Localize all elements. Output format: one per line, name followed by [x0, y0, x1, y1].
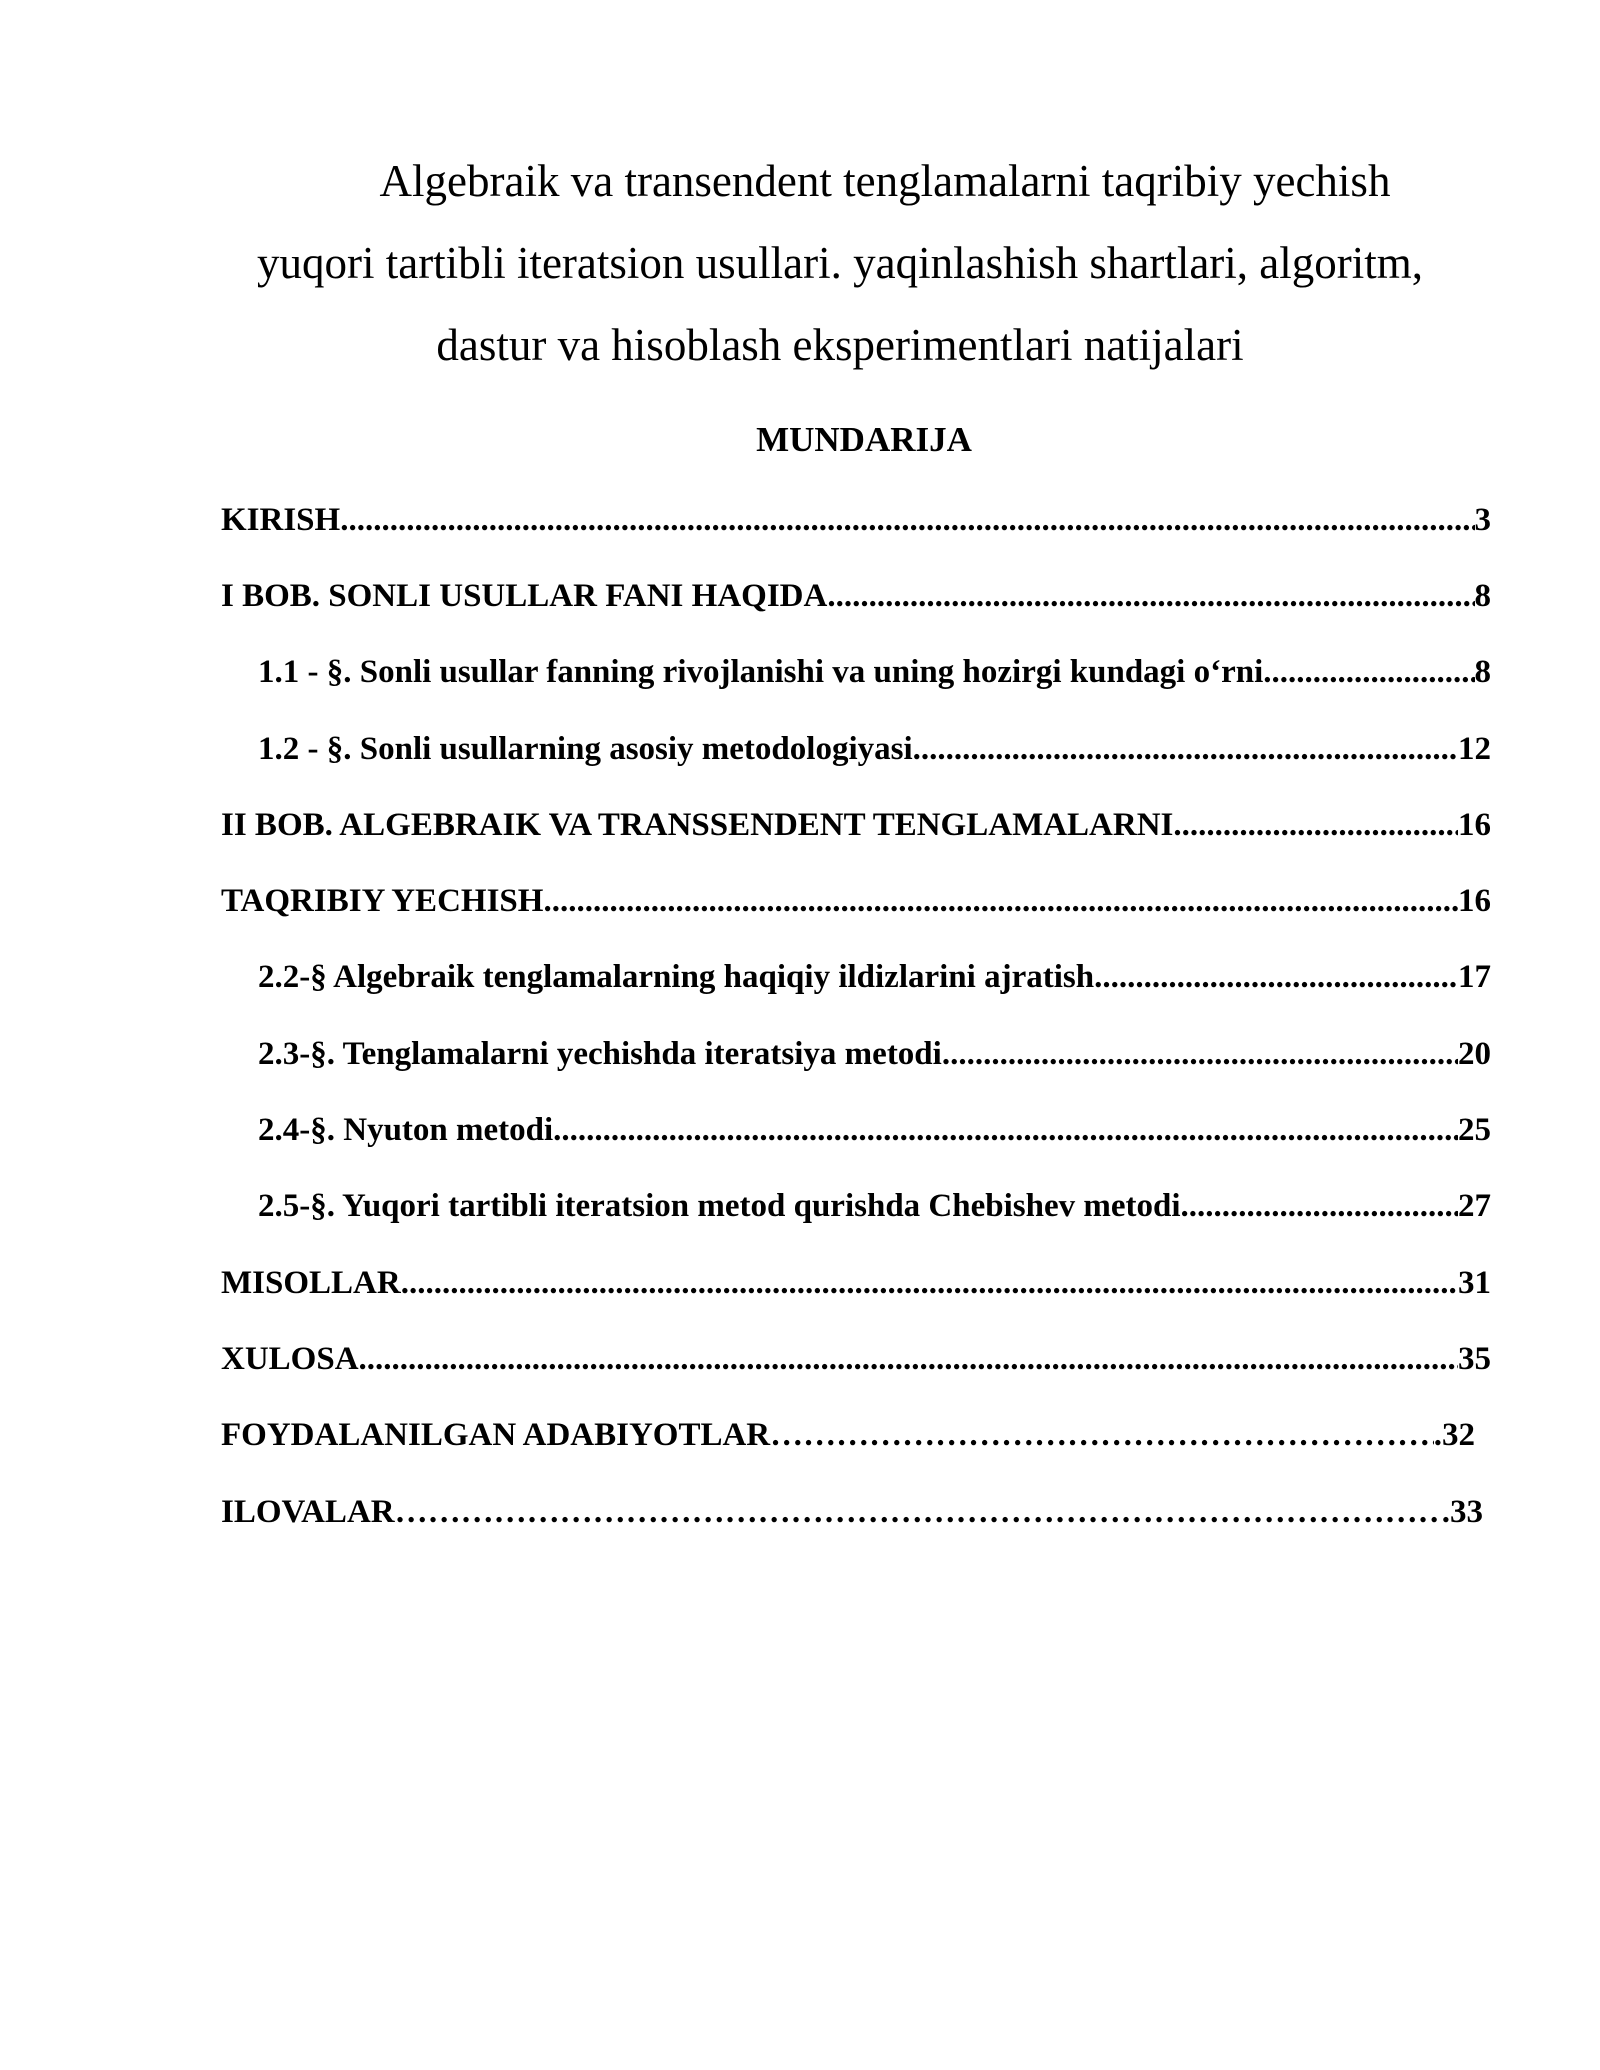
- toc-entry-page: 3: [1474, 501, 1491, 538]
- document-title: [200, 140, 1480, 386]
- toc-leader: [359, 1341, 1458, 1378]
- toc-leader: [1181, 1188, 1458, 1225]
- toc-entry-label: 2.2-§ Algebraik tenglamalarning haqiqiy ildizlarini ajratish: [258, 959, 1095, 996]
- toc-entry-label: FOYDALANILGAN ADABIYOTLAR: [221, 1417, 771, 1454]
- toc-entry-page: .32: [1433, 1417, 1475, 1454]
- toc-leader: [395, 1494, 1442, 1531]
- toc-entry-kirish[interactable]: [221, 482, 1491, 558]
- toc-leader: [942, 1036, 1458, 1073]
- toc-entry-page: 8: [1474, 577, 1491, 614]
- toc-leader: [1263, 654, 1474, 691]
- toc-entry-section-2-4[interactable]: [221, 1092, 1491, 1168]
- toc-entry-label: XULOSA: [221, 1340, 359, 1377]
- toc-leader: [827, 578, 1474, 615]
- toc-entry-label: I BOB. SONLI USULLAR FANI HAQIDA: [221, 577, 828, 614]
- toc-entry-section-1-1[interactable]: [221, 635, 1491, 711]
- toc-entry-page: 16: [1458, 883, 1491, 920]
- toc-entry-label: TAQRIBIY YECHISH: [221, 883, 544, 920]
- toc-leader: [543, 883, 1458, 920]
- toc-entry-label: ILOVALAR: [221, 1493, 395, 1530]
- toc-leader: [340, 502, 1474, 539]
- title-line-3: dastur va hisoblash eksperimentlari natijalari: [436, 320, 1244, 370]
- toc-entry-chapter-2-cont[interactable]: [221, 863, 1491, 939]
- toc-entry-section-1-2[interactable]: [221, 711, 1491, 787]
- toc-entry-section-2-2[interactable]: [221, 940, 1491, 1016]
- toc-entry-misollar[interactable]: [221, 1245, 1491, 1321]
- toc-entry-label: 1.2 - §. Sonli usullarning asosiy metodologiyasi: [258, 730, 913, 767]
- toc-entry-page: 25: [1458, 1112, 1491, 1149]
- toc-entry-chapter-1[interactable]: [221, 558, 1491, 634]
- toc-entry-label: KIRISH: [221, 501, 341, 538]
- toc-entry-page: 8: [1474, 654, 1491, 691]
- toc-entry-page: 31: [1458, 1264, 1491, 1301]
- toc-entry-chapter-2[interactable]: [221, 787, 1491, 863]
- toc-leader: [401, 1265, 1458, 1302]
- toc-entry-page: 16: [1458, 806, 1491, 843]
- toc-entry-ilovalar[interactable]: [221, 1474, 1483, 1550]
- toc-entry-section-2-3[interactable]: [221, 1016, 1491, 1092]
- title-line-2: yuqori tartibli iteratsion usullari. yaqinlashish shartlari, algoritm,: [256, 238, 1424, 288]
- table-of-contents: [221, 482, 1491, 1550]
- toc-entry-label: II BOB. ALGEBRAIK VA TRANSSENDENT TENGLAMALARNI: [221, 806, 1174, 843]
- toc-leader: [913, 731, 1458, 768]
- toc-entry-page: 17: [1458, 959, 1491, 996]
- toc-entry-section-2-5[interactable]: [221, 1169, 1491, 1245]
- toc-leader: [1173, 807, 1458, 844]
- toc-entry-adabiyotlar[interactable]: [221, 1398, 1475, 1474]
- toc-entry-page: 12: [1458, 730, 1491, 767]
- toc-entry-page: 20: [1458, 1035, 1491, 1072]
- toc-entry-label: 2.4-§. Nyuton metodi: [258, 1112, 554, 1149]
- toc-entry-label: MISOLLAR: [221, 1264, 401, 1301]
- toc-entry-label: 2.3-§. Tenglamalarni yechishda iteratsiya metodi: [258, 1035, 942, 1072]
- title-line-1: Algebraik va transendent tenglamalarni taqribiy yechish: [379, 156, 1391, 206]
- toc-entry-label: 2.5-§. Yuqori tartibli iteratsion metod qurishda Chebishev metodi: [258, 1188, 1181, 1225]
- toc-leader: [770, 1417, 1434, 1454]
- toc-entry-page: 27: [1458, 1188, 1491, 1225]
- toc-entry-page: .33: [1441, 1493, 1483, 1530]
- toc-leader: [1094, 959, 1458, 996]
- toc-entry-xulosa[interactable]: [221, 1321, 1491, 1397]
- toc-heading: MUNDARIJA: [756, 420, 972, 459]
- toc-leader: [553, 1112, 1458, 1149]
- toc-entry-label: 1.1 - §. Sonli usullar fanning rivojlanishi va uning hozirgi kundagi o‘rni: [258, 654, 1264, 691]
- toc-entry-page: 35: [1458, 1340, 1491, 1377]
